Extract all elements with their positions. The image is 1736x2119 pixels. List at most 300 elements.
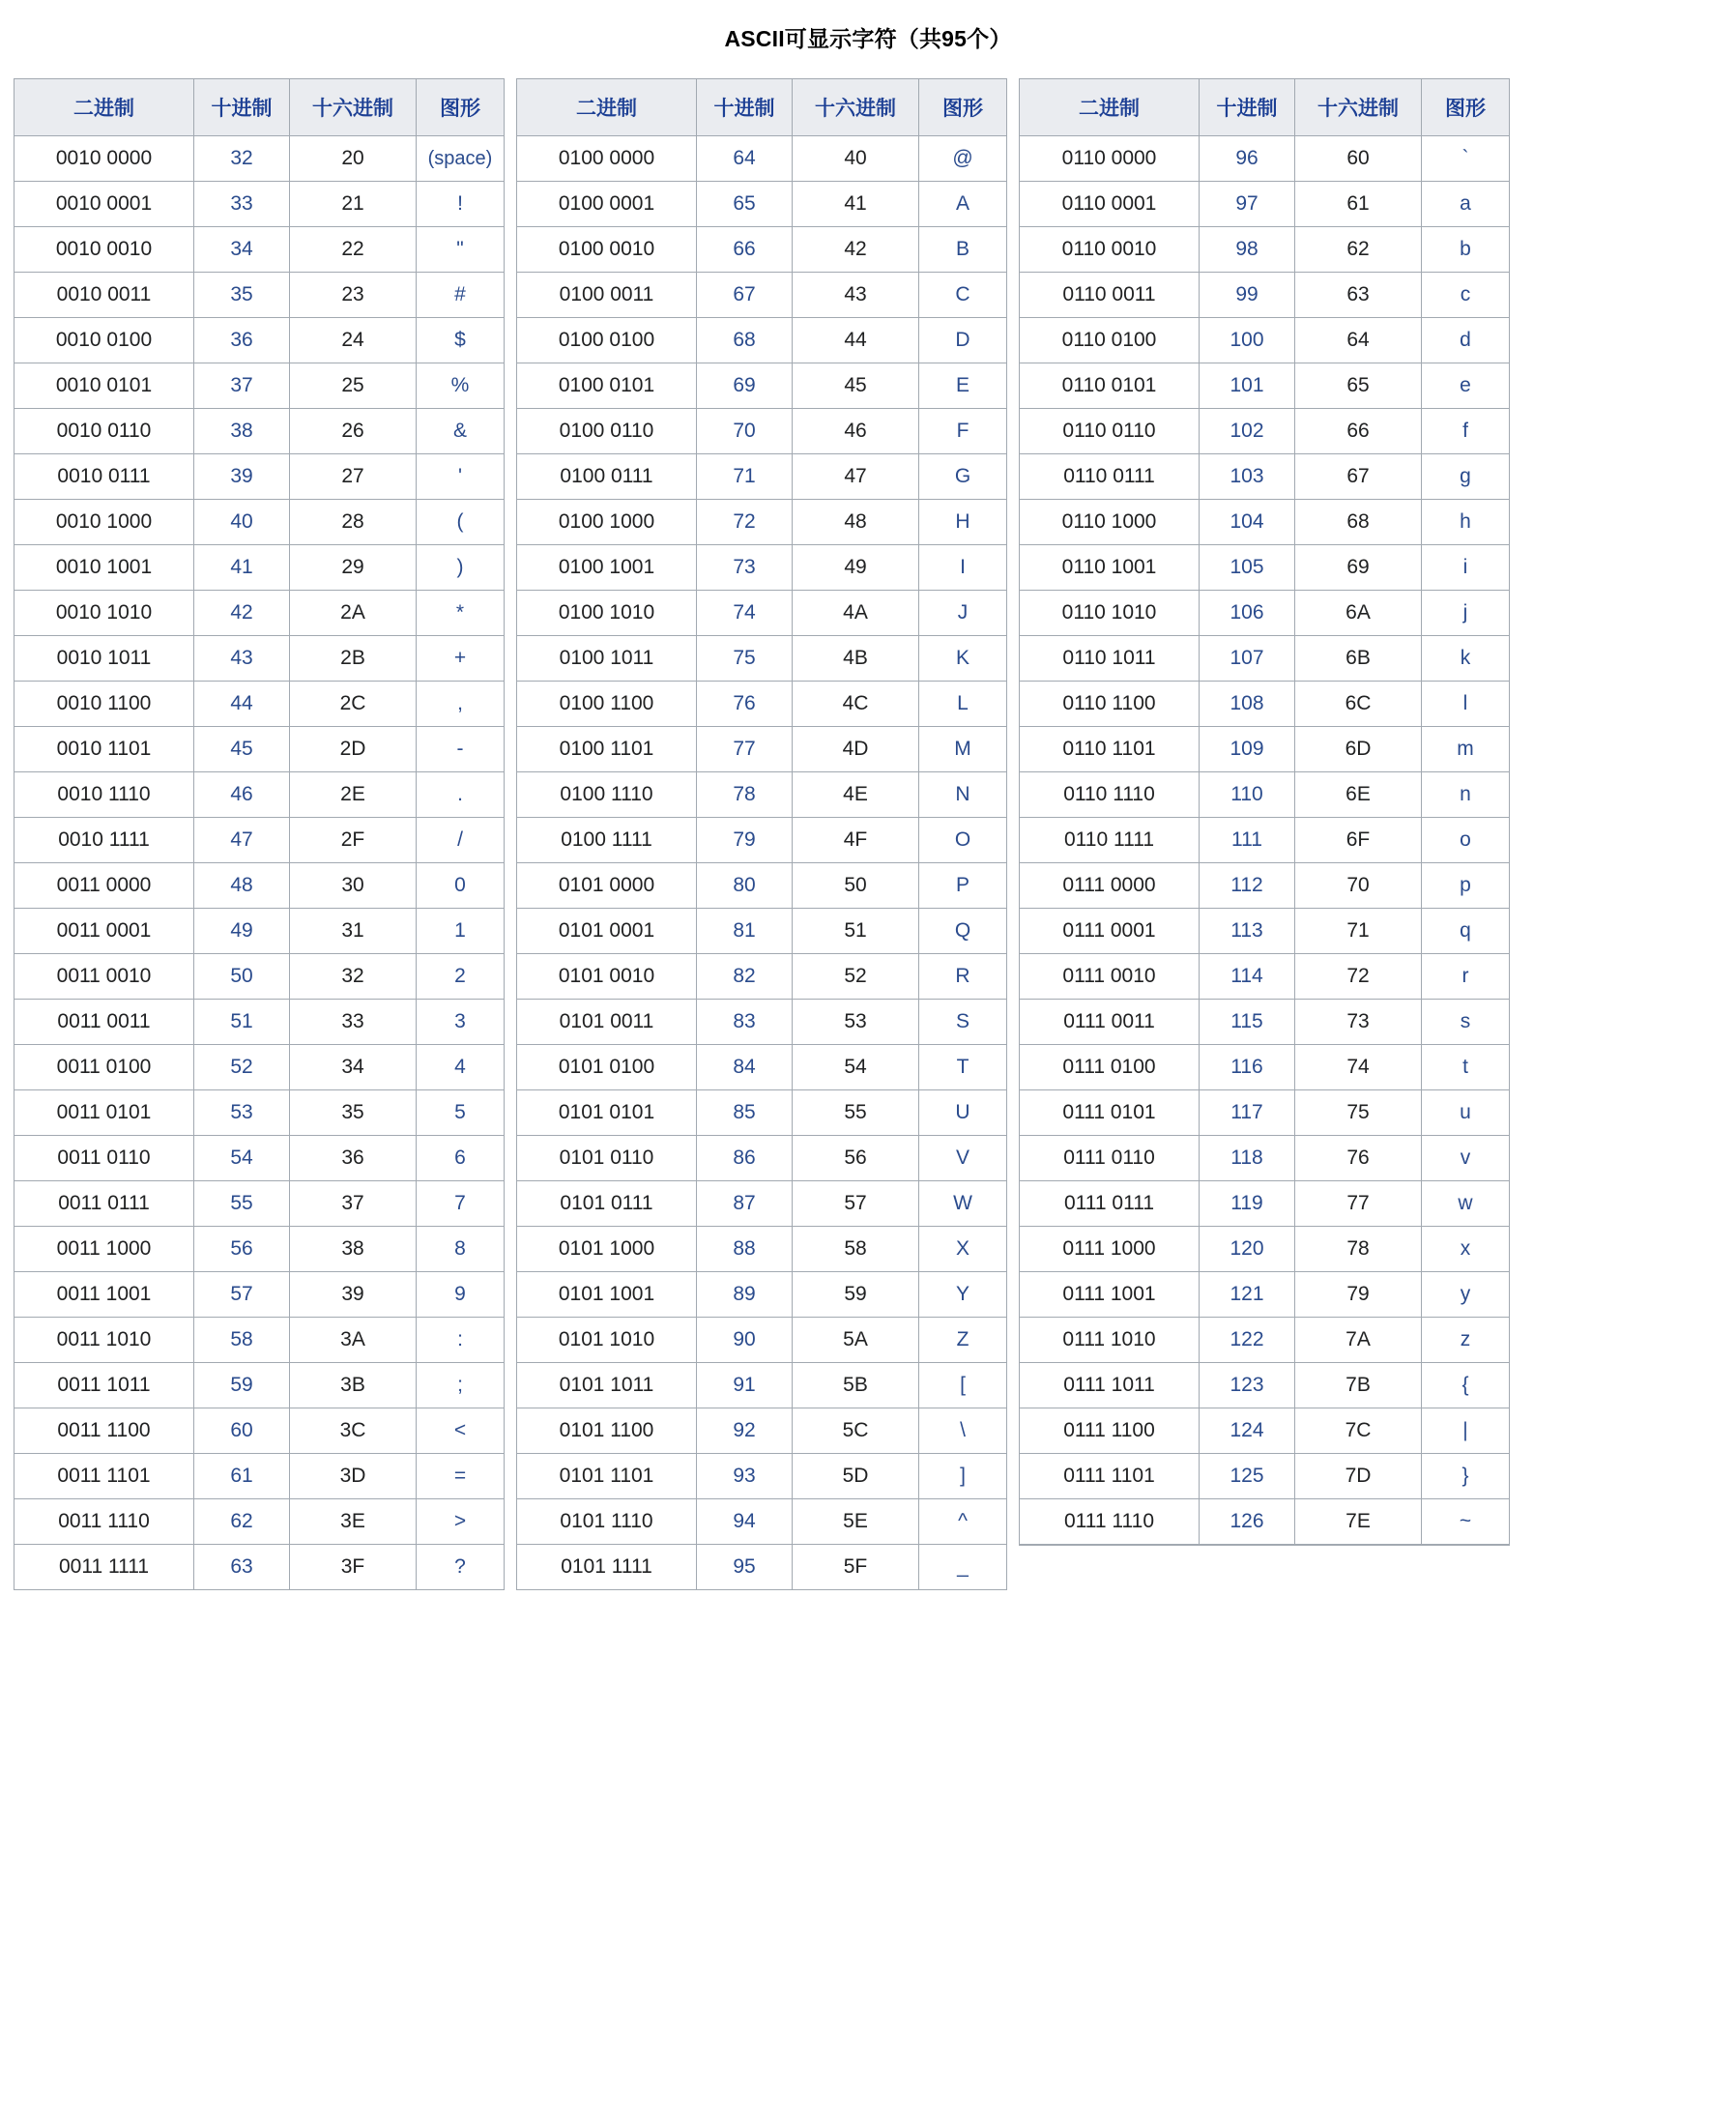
cell-glyph: (space) — [417, 136, 505, 182]
cell-dec: 36 — [194, 318, 290, 363]
table-row — [14, 1090, 505, 1136]
table-row — [14, 1318, 505, 1363]
cell-dec: 90 — [697, 1318, 793, 1363]
cell-dec: 93 — [697, 1454, 793, 1499]
table-row — [14, 136, 505, 182]
cell-dec: 50 — [194, 954, 290, 1000]
cell-hex: 6C — [1295, 682, 1422, 727]
cell-hex: 58 — [793, 1227, 919, 1272]
cell-hex: 5E — [793, 1499, 919, 1545]
cell-bin: 0011 1111 — [14, 1545, 194, 1590]
cell-bin: 0101 0110 — [517, 1136, 697, 1181]
table-row — [1020, 182, 1510, 227]
cell-glyph: B — [919, 227, 1007, 273]
cell-hex: 70 — [1295, 863, 1422, 909]
cell-glyph: 4 — [417, 1045, 505, 1090]
table-row — [517, 727, 1007, 772]
cell-bin: 0010 0011 — [14, 273, 194, 318]
cell-glyph: , — [417, 682, 505, 727]
cell-dec: 111 — [1200, 818, 1295, 863]
cell-glyph: N — [919, 772, 1007, 818]
cell-hex: 24 — [290, 318, 417, 363]
cell-glyph: 2 — [417, 954, 505, 1000]
cell-hex: 67 — [1295, 454, 1422, 500]
cell-dec: 69 — [697, 363, 793, 409]
table-row — [1020, 1272, 1510, 1318]
cell-dec: 123 — [1200, 1363, 1295, 1408]
cell-glyph: { — [1422, 1363, 1510, 1408]
cell-dec: 38 — [194, 409, 290, 454]
cell-glyph: \ — [919, 1408, 1007, 1454]
cell-hex: 78 — [1295, 1227, 1422, 1272]
cell-bin: 0110 0100 — [1020, 318, 1200, 363]
cell-glyph: O — [919, 818, 1007, 863]
cell-hex: 38 — [290, 1227, 417, 1272]
cell-bin: 0101 0010 — [517, 954, 697, 1000]
cell-glyph: V — [919, 1136, 1007, 1181]
cell-bin: 0010 0111 — [14, 454, 194, 500]
ascii-table-2 — [516, 78, 1007, 1590]
cell-bin: 0111 1110 — [1020, 1499, 1200, 1545]
cell-hex: 22 — [290, 227, 417, 273]
cell-hex: 6D — [1295, 727, 1422, 772]
cell-hex: 2F — [290, 818, 417, 863]
cell-dec: 91 — [697, 1363, 793, 1408]
cell-bin: 0010 1110 — [14, 772, 194, 818]
cell-dec: 33 — [194, 182, 290, 227]
cell-glyph: k — [1422, 636, 1510, 682]
table-row — [1020, 1408, 1510, 1454]
cell-bin: 0111 0100 — [1020, 1045, 1200, 1090]
cell-bin: 0100 0001 — [517, 182, 697, 227]
table-header-row — [1020, 79, 1510, 136]
cell-bin: 0010 1100 — [14, 682, 194, 727]
cell-hex: 21 — [290, 182, 417, 227]
cell-dec: 124 — [1200, 1408, 1295, 1454]
table-header-row — [14, 79, 505, 136]
column-header: 二进制 — [1020, 79, 1200, 136]
cell-bin: 0010 1001 — [14, 545, 194, 591]
cell-hex: 3F — [290, 1545, 417, 1590]
cell-hex: 42 — [793, 227, 919, 273]
cell-dec: 87 — [697, 1181, 793, 1227]
cell-dec: 109 — [1200, 727, 1295, 772]
cell-dec: 118 — [1200, 1136, 1295, 1181]
cell-glyph: C — [919, 273, 1007, 318]
cell-hex: 56 — [793, 1136, 919, 1181]
cell-dec: 80 — [697, 863, 793, 909]
cell-dec: 76 — [697, 682, 793, 727]
table-row — [14, 227, 505, 273]
cell-bin: 0011 1110 — [14, 1499, 194, 1545]
cell-bin: 0011 0111 — [14, 1181, 194, 1227]
table-row — [14, 409, 505, 454]
cell-glyph: h — [1422, 500, 1510, 545]
cell-glyph: # — [417, 273, 505, 318]
table-row — [14, 591, 505, 636]
cell-hex: 6B — [1295, 636, 1422, 682]
cell-dec: 84 — [697, 1045, 793, 1090]
cell-glyph: S — [919, 1000, 1007, 1045]
ascii-table-1 — [14, 78, 505, 1590]
table-row — [1020, 454, 1510, 500]
table-row — [517, 227, 1007, 273]
cell-hex: 49 — [793, 545, 919, 591]
cell-dec: 37 — [194, 363, 290, 409]
cell-glyph: c — [1422, 273, 1510, 318]
cell-glyph: - — [417, 727, 505, 772]
table-row — [14, 1499, 505, 1545]
cell-bin: 0101 0000 — [517, 863, 697, 909]
table-row — [1020, 1499, 1510, 1545]
cell-bin: 0110 1100 — [1020, 682, 1200, 727]
table-row — [1020, 863, 1510, 909]
cell-glyph: + — [417, 636, 505, 682]
cell-hex: 29 — [290, 545, 417, 591]
cell-hex: 36 — [290, 1136, 417, 1181]
table-row — [14, 727, 505, 772]
cell-dec: 32 — [194, 136, 290, 182]
cell-glyph: y — [1422, 1272, 1510, 1318]
cell-hex: 53 — [793, 1000, 919, 1045]
table-row — [1020, 1045, 1510, 1090]
cell-hex: 25 — [290, 363, 417, 409]
table-row — [517, 318, 1007, 363]
cell-bin: 0100 1100 — [517, 682, 697, 727]
cell-bin: 0111 0101 — [1020, 1090, 1200, 1136]
cell-dec: 72 — [697, 500, 793, 545]
cell-glyph: u — [1422, 1090, 1510, 1136]
table-row — [517, 1408, 1007, 1454]
cell-bin: 0110 0101 — [1020, 363, 1200, 409]
cell-dec: 112 — [1200, 863, 1295, 909]
cell-bin: 0010 0010 — [14, 227, 194, 273]
cell-dec: 79 — [697, 818, 793, 863]
cell-hex: 7E — [1295, 1499, 1422, 1545]
cell-hex: 3E — [290, 1499, 417, 1545]
cell-glyph: j — [1422, 591, 1510, 636]
cell-hex: 43 — [793, 273, 919, 318]
cell-glyph: [ — [919, 1363, 1007, 1408]
cell-bin: 0110 0111 — [1020, 454, 1200, 500]
cell-hex: 2B — [290, 636, 417, 682]
table-row — [1020, 591, 1510, 636]
cell-glyph: 6 — [417, 1136, 505, 1181]
cell-dec: 122 — [1200, 1318, 1295, 1363]
table-row — [14, 636, 505, 682]
column-header: 十进制 — [697, 79, 793, 136]
cell-dec: 49 — [194, 909, 290, 954]
cell-glyph: ' — [417, 454, 505, 500]
column-header: 二进制 — [517, 79, 697, 136]
cell-glyph: U — [919, 1090, 1007, 1136]
cell-glyph: " — [417, 227, 505, 273]
cell-dec: 42 — [194, 591, 290, 636]
cell-bin: 0101 1001 — [517, 1272, 697, 1318]
cell-glyph: I — [919, 545, 1007, 591]
cell-bin: 0110 0110 — [1020, 409, 1200, 454]
table-row — [14, 818, 505, 863]
cell-hex: 6F — [1295, 818, 1422, 863]
cell-dec: 126 — [1200, 1499, 1295, 1545]
cell-dec: 116 — [1200, 1045, 1295, 1090]
cell-glyph: s — [1422, 1000, 1510, 1045]
cell-glyph: f — [1422, 409, 1510, 454]
cell-glyph: d — [1422, 318, 1510, 363]
cell-bin: 0100 0110 — [517, 409, 697, 454]
cell-glyph: ) — [417, 545, 505, 591]
column-header: 十六进制 — [793, 79, 919, 136]
cell-bin: 0010 0000 — [14, 136, 194, 182]
cell-bin: 0100 1110 — [517, 772, 697, 818]
cell-empty — [1422, 1545, 1510, 1546]
cell-dec: 53 — [194, 1090, 290, 1136]
cell-hex: 4C — [793, 682, 919, 727]
table-row — [1020, 727, 1510, 772]
cell-bin: 0100 1001 — [517, 545, 697, 591]
table-row — [517, 545, 1007, 591]
cell-glyph: e — [1422, 363, 1510, 409]
table-row — [517, 363, 1007, 409]
cell-bin: 0111 1100 — [1020, 1408, 1200, 1454]
cell-glyph: P — [919, 863, 1007, 909]
cell-dec: 106 — [1200, 591, 1295, 636]
table-row — [1020, 1363, 1510, 1408]
cell-dec: 119 — [1200, 1181, 1295, 1227]
cell-hex: 4F — [793, 818, 919, 863]
cell-bin: 0110 0011 — [1020, 273, 1200, 318]
table-row — [517, 1545, 1007, 1590]
cell-glyph: 1 — [417, 909, 505, 954]
cell-dec: 77 — [697, 727, 793, 772]
cell-glyph: 3 — [417, 1000, 505, 1045]
cell-hex: 55 — [793, 1090, 919, 1136]
table-row — [517, 863, 1007, 909]
cell-dec: 82 — [697, 954, 793, 1000]
ascii-table-3 — [1019, 78, 1510, 1546]
cell-glyph: ~ — [1422, 1499, 1510, 1545]
cell-glyph: Z — [919, 1318, 1007, 1363]
cell-bin: 0110 0000 — [1020, 136, 1200, 182]
cell-glyph: o — [1422, 818, 1510, 863]
table-row — [1020, 818, 1510, 863]
cell-glyph: r — [1422, 954, 1510, 1000]
cell-hex: 2C — [290, 682, 417, 727]
cell-hex: 72 — [1295, 954, 1422, 1000]
cell-dec: 100 — [1200, 318, 1295, 363]
cell-dec: 105 — [1200, 545, 1295, 591]
column-header: 二进制 — [14, 79, 194, 136]
table-row — [517, 1227, 1007, 1272]
cell-bin: 0011 0001 — [14, 909, 194, 954]
cell-glyph: : — [417, 1318, 505, 1363]
cell-bin: 0100 0100 — [517, 318, 697, 363]
table-row — [517, 273, 1007, 318]
cell-glyph: = — [417, 1454, 505, 1499]
cell-bin: 0111 1000 — [1020, 1227, 1200, 1272]
cell-hex: 79 — [1295, 1272, 1422, 1318]
table-row — [1020, 409, 1510, 454]
cell-bin: 0101 0011 — [517, 1000, 697, 1045]
cell-hex: 76 — [1295, 1136, 1422, 1181]
cell-dec: 115 — [1200, 1000, 1295, 1045]
cell-dec: 45 — [194, 727, 290, 772]
cell-hex: 62 — [1295, 227, 1422, 273]
cell-hex: 75 — [1295, 1090, 1422, 1136]
cell-bin: 0011 1000 — [14, 1227, 194, 1272]
table-row — [517, 818, 1007, 863]
table-row — [1020, 545, 1510, 591]
table-row — [1020, 227, 1510, 273]
cell-glyph: b — [1422, 227, 1510, 273]
cell-glyph: ` — [1422, 136, 1510, 182]
cell-glyph: K — [919, 636, 1007, 682]
cell-bin: 0011 0110 — [14, 1136, 194, 1181]
table-header-row — [517, 79, 1007, 136]
cell-bin: 0110 1111 — [1020, 818, 1200, 863]
cell-dec: 104 — [1200, 500, 1295, 545]
cell-dec: 108 — [1200, 682, 1295, 727]
cell-dec: 78 — [697, 772, 793, 818]
cell-dec: 98 — [1200, 227, 1295, 273]
cell-hex: 23 — [290, 273, 417, 318]
cell-glyph: A — [919, 182, 1007, 227]
cell-hex: 6A — [1295, 591, 1422, 636]
cell-hex: 7D — [1295, 1454, 1422, 1499]
table-row — [517, 409, 1007, 454]
table-row — [517, 1090, 1007, 1136]
cell-bin: 0100 1000 — [517, 500, 697, 545]
cell-glyph: _ — [919, 1545, 1007, 1590]
table-row — [517, 772, 1007, 818]
cell-dec: 55 — [194, 1181, 290, 1227]
table-row — [517, 182, 1007, 227]
cell-bin: 0101 0001 — [517, 909, 697, 954]
cell-bin: 0011 0000 — [14, 863, 194, 909]
cell-dec: 41 — [194, 545, 290, 591]
cell-dec: 101 — [1200, 363, 1295, 409]
cell-hex: 2E — [290, 772, 417, 818]
cell-bin: 0011 1101 — [14, 1454, 194, 1499]
cell-bin: 0110 0010 — [1020, 227, 1200, 273]
cell-glyph: . — [417, 772, 505, 818]
cell-dec: 85 — [697, 1090, 793, 1136]
cell-hex: 5B — [793, 1363, 919, 1408]
cell-glyph: z — [1422, 1318, 1510, 1363]
cell-bin: 0110 1010 — [1020, 591, 1200, 636]
cell-glyph: ( — [417, 500, 505, 545]
cell-bin: 0100 1101 — [517, 727, 697, 772]
cell-glyph: Q — [919, 909, 1007, 954]
cell-glyph: J — [919, 591, 1007, 636]
cell-hex: 61 — [1295, 182, 1422, 227]
table-row — [14, 682, 505, 727]
cell-bin: 0100 0101 — [517, 363, 697, 409]
cell-bin: 0010 1010 — [14, 591, 194, 636]
cell-dec: 56 — [194, 1227, 290, 1272]
cell-glyph: v — [1422, 1136, 1510, 1181]
cell-empty — [1020, 1545, 1200, 1546]
cell-hex: 4D — [793, 727, 919, 772]
cell-dec: 39 — [194, 454, 290, 500]
cell-bin: 0010 1000 — [14, 500, 194, 545]
cell-dec: 114 — [1200, 954, 1295, 1000]
cell-dec: 89 — [697, 1272, 793, 1318]
cell-glyph: l — [1422, 682, 1510, 727]
cell-glyph: M — [919, 727, 1007, 772]
table-row — [1020, 772, 1510, 818]
cell-hex: 32 — [290, 954, 417, 1000]
cell-bin: 0100 1011 — [517, 636, 697, 682]
table-row — [14, 545, 505, 591]
table-row — [1020, 273, 1510, 318]
cell-bin: 0011 1001 — [14, 1272, 194, 1318]
table-row — [14, 1363, 505, 1408]
cell-hex: 60 — [1295, 136, 1422, 182]
cell-bin: 0011 0010 — [14, 954, 194, 1000]
cell-hex: 48 — [793, 500, 919, 545]
table-row — [517, 1000, 1007, 1045]
cell-bin: 0101 0111 — [517, 1181, 697, 1227]
cell-dec: 66 — [697, 227, 793, 273]
cell-glyph: > — [417, 1499, 505, 1545]
table-row — [517, 454, 1007, 500]
cell-dec: 94 — [697, 1499, 793, 1545]
cell-dec: 63 — [194, 1545, 290, 1590]
table-row — [1020, 1227, 1510, 1272]
cell-hex: 69 — [1295, 545, 1422, 591]
cell-dec: 81 — [697, 909, 793, 954]
table-row — [1020, 954, 1510, 1000]
cell-dec: 60 — [194, 1408, 290, 1454]
cell-bin: 0100 0000 — [517, 136, 697, 182]
cell-bin: 0010 1101 — [14, 727, 194, 772]
table-row — [14, 954, 505, 1000]
cell-dec: 102 — [1200, 409, 1295, 454]
cell-dec: 44 — [194, 682, 290, 727]
cell-glyph: a — [1422, 182, 1510, 227]
cell-bin: 0010 0001 — [14, 182, 194, 227]
cell-bin: 0100 1111 — [517, 818, 697, 863]
table-row — [517, 1454, 1007, 1499]
cell-dec: 73 — [697, 545, 793, 591]
cell-glyph: X — [919, 1227, 1007, 1272]
cell-dec: 47 — [194, 818, 290, 863]
table-row — [14, 454, 505, 500]
cell-glyph: ] — [919, 1454, 1007, 1499]
cell-bin: 0100 1010 — [517, 591, 697, 636]
table-row — [517, 1045, 1007, 1090]
cell-dec: 40 — [194, 500, 290, 545]
table-row — [517, 1136, 1007, 1181]
table-row — [14, 1454, 505, 1499]
cell-dec: 64 — [697, 136, 793, 182]
table-row — [517, 136, 1007, 182]
cell-hex: 7A — [1295, 1318, 1422, 1363]
cell-glyph: % — [417, 363, 505, 409]
cell-dec: 110 — [1200, 772, 1295, 818]
cell-glyph: } — [1422, 1454, 1510, 1499]
table-row — [14, 273, 505, 318]
column-header: 十六进制 — [1295, 79, 1422, 136]
cell-glyph: ^ — [919, 1499, 1007, 1545]
cell-empty — [1200, 1545, 1295, 1546]
table-row — [14, 1227, 505, 1272]
cell-dec: 43 — [194, 636, 290, 682]
table-row — [517, 954, 1007, 1000]
cell-glyph: p — [1422, 863, 1510, 909]
table-row — [14, 909, 505, 954]
